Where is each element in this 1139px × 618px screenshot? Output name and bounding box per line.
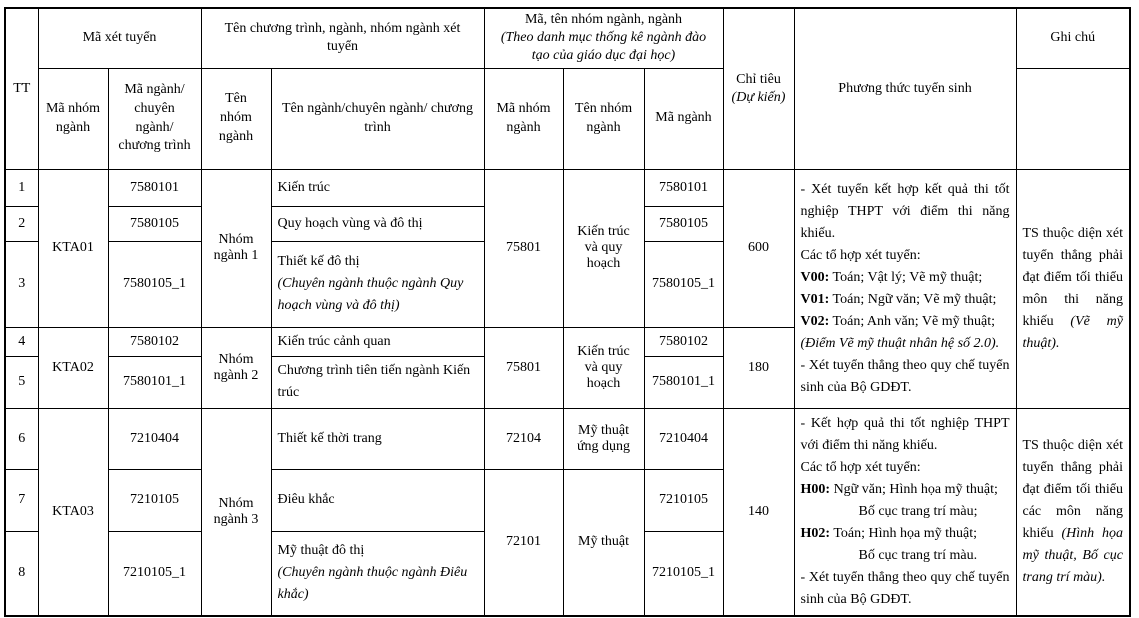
cell-ten-r4: Kiến trúc cảnh quan (271, 327, 484, 356)
cell-tt-4: 4 (5, 327, 38, 356)
header-tt: TT (5, 8, 38, 169)
note2-text: TS thuộc diện xét tuyển thẳng phải đạt điểm tối thiểu các môn năng khiếu (1022, 437, 1123, 541)
cell-ma-r8: 7210105_1 (108, 531, 201, 616)
cell-ma-nhom-g1: 75801 (484, 169, 563, 327)
cell-ma-nhom-g3-sub6: 72104 (484, 408, 563, 469)
method2-combo-h02: H02: Toán; Hình họa mỹ thuật; (800, 525, 977, 541)
header-ten-chuong-trinh: Tên chương trình, ngành, nhóm ngành xét tuyển (201, 8, 484, 68)
header-ma-nhom-nganh: Mã nhóm ngành (38, 68, 108, 169)
cell-ma2-r8: 7210105_1 (644, 531, 723, 616)
cell-nhom-nganh-2: Nhóm ngành 2 (201, 327, 271, 408)
cell-ma-nhom-g2: 75801 (484, 327, 563, 408)
header-chi-tieu-title: Chỉ tiêu (736, 71, 781, 87)
cell-ma-r6: 7210404 (108, 408, 201, 469)
method1-combo-v00: V00: Toán; Vật lý; Vẽ mỹ thuật; (800, 269, 983, 285)
cell-ma2-r1: 7580101 (644, 169, 723, 206)
ten-r3-main: Thiết kế đô thị (277, 254, 360, 270)
cell-ten-nhom-g3-sub78: Mỹ thuật (563, 469, 644, 616)
header-ma-nganh-chuyen: Mã ngành/ chuyên ngành/ chương trình (108, 68, 201, 169)
cell-nhom-nganh-1: Nhóm ngành 1 (201, 169, 271, 327)
header-ma-nhom-nganh-2: Mã nhóm ngành (484, 68, 563, 169)
cell-ten-r8 (271, 531, 484, 616)
cell-chi-tieu-g1: 600 (723, 169, 794, 327)
header-phuong-thuc: Phương thức tuyển sinh (794, 8, 1016, 169)
cell-ma-r1: 7580101 (108, 169, 201, 206)
cell-tt-3: 3 (5, 241, 38, 327)
cell-tt-2: 2 (5, 206, 38, 241)
method2-line1: - Kết hợp quả thi tốt nghiệp THPT với điểm thi năng khiếu. (800, 415, 1010, 453)
cell-ma2-r2: 7580105 (644, 206, 723, 241)
method2-line2: Các tổ hợp xét tuyển: (800, 459, 921, 475)
method1-combo-v01: V01: Toán; Ngữ văn; Vẽ mỹ thuật; (800, 291, 997, 307)
method2-combo-h00: H00: Ngữ văn; Hình họa mỹ thuật; (800, 481, 998, 497)
table-row (5, 169, 1130, 206)
cell-chi-tieu-g3: 140 (723, 408, 794, 616)
cell-ma2-r5: 7580101_1 (644, 356, 723, 408)
cell-ten-r1: Kiến trúc (271, 169, 484, 206)
cell-ten-nhom-g2: Kiến trúc và quy hoạch (563, 327, 644, 408)
cell-chi-tieu-g2: 180 (723, 327, 794, 408)
table-row (5, 408, 1130, 469)
cell-ten-r3 (271, 241, 484, 327)
method1-combo-v02: V02: Toán; Anh văn; Vẽ mỹ thuật; (800, 313, 995, 329)
cell-ma-r3: 7580105_1 (108, 241, 201, 327)
method2-combo-h00-cont: Bố cục trang trí màu; (858, 503, 978, 519)
cell-tt-5: 5 (5, 356, 38, 408)
header-ma-ten-nhom-nganh (484, 8, 723, 68)
cell-phuong-thuc-2 (794, 408, 1016, 616)
header-ma-ten-nhom-nganh-title: Mã, tên nhóm ngành, ngành (524, 12, 683, 27)
ten-r3-sub: (Chuyên ngành thuộc ngành Quy hoạch vùng và đô thị) (277, 276, 464, 314)
cell-tt-1: 1 (5, 169, 38, 206)
header-ten-nganh-chuyen: Tên ngành/chuyên ngành/ chương trình (271, 68, 484, 169)
method2-combo-h02-cont: Bố cục trang trí màu. (858, 547, 978, 563)
cell-tt-6: 6 (5, 408, 38, 469)
cell-nhom-nganh-3: Nhóm ngành 3 (201, 408, 271, 616)
cell-ma2-r3: 7580105_1 (644, 241, 723, 327)
cell-ghi-chu-2 (1016, 408, 1130, 616)
ten-r8-sub: (Chuyên ngành thuộc ngành Điêu khắc) (277, 565, 468, 603)
cell-phuong-thuc-1 (794, 169, 1016, 408)
note1-italic: (Vẽ mỹ thuật). (1022, 313, 1123, 351)
method1-line3: - Xét tuyển thẳng theo quy chế tuyển sinh của Bộ GDĐT. (800, 357, 1010, 395)
note1-text: TS thuộc diện xét tuyển thẳng phải đạt điểm tối thiểu môn thi năng khiếu (1022, 225, 1123, 329)
note2-italic: (Hình họa mỹ thuật, Bố cục trang trí màu). (1022, 525, 1123, 585)
cell-ma-r5: 7580101_1 (108, 356, 201, 408)
cell-ma-nhom-g3-sub78: 72101 (484, 469, 563, 616)
cell-ten-r5: Chương trình tiên tiến ngành Kiến trúc (271, 356, 484, 408)
cell-ma-r2: 7580105 (108, 206, 201, 241)
ten-r8-main: Mỹ thuật đô thị (277, 543, 365, 559)
cell-ma2-r7: 7210105 (644, 469, 723, 531)
cell-group-code-kta01: KTA01 (38, 169, 108, 327)
cell-ma-r4: 7580102 (108, 327, 201, 356)
header-ghi-chu: Ghi chú (1016, 8, 1130, 68)
method1-note: (Điểm Vẽ mỹ thuật nhân hệ số 2.0). (800, 335, 1000, 351)
cell-tt-8: 8 (5, 531, 38, 616)
header-ten-nhom-nganh-2: Tên nhóm ngành (563, 68, 644, 169)
admissions-table (4, 7, 1131, 617)
method1-line1: - Xét tuyển kết hợp kết quả thi tốt nghiệp THPT với điểm thi năng khiếu. (800, 181, 1010, 241)
cell-ma2-r6: 7210404 (644, 408, 723, 469)
cell-ten-r6: Thiết kế thời trang (271, 408, 484, 469)
header-ma-ten-nhom-nganh-note: (Theo danh mục thống kê ngành đào tạo của giáo dục đại học) (500, 30, 707, 64)
header-chi-tieu-note: (Dự kiến) (731, 89, 786, 105)
header-chi-tieu (723, 8, 794, 169)
cell-group-code-kta03: KTA03 (38, 408, 108, 616)
cell-ghi-chu-1 (1016, 169, 1130, 408)
cell-ma-r7: 7210105 (108, 469, 201, 531)
header-ma-nganh-2: Mã ngành (644, 68, 723, 169)
header-ma-xet-tuyen: Mã xét tuyển (38, 8, 201, 68)
header-ten-nhom-nganh: Tên nhóm ngành (201, 68, 271, 169)
cell-group-code-kta02: KTA02 (38, 327, 108, 408)
cell-tt-7: 7 (5, 469, 38, 531)
cell-ten-r2: Quy hoạch vùng và đô thị (271, 206, 484, 241)
cell-ma2-r4: 7580102 (644, 327, 723, 356)
header-ghi-chu-spacer (1016, 68, 1130, 169)
method2-line3: - Xét tuyển thẳng theo quy chế tuyển sinh của Bộ GDĐT. (800, 569, 1010, 607)
cell-ten-nhom-g3-sub6: Mỹ thuật ứng dụng (563, 408, 644, 469)
cell-ten-nhom-g1: Kiến trúc và quy hoạch (563, 169, 644, 327)
cell-ten-r7: Điêu khắc (271, 469, 484, 531)
method1-line2: Các tổ hợp xét tuyển: (800, 247, 921, 263)
